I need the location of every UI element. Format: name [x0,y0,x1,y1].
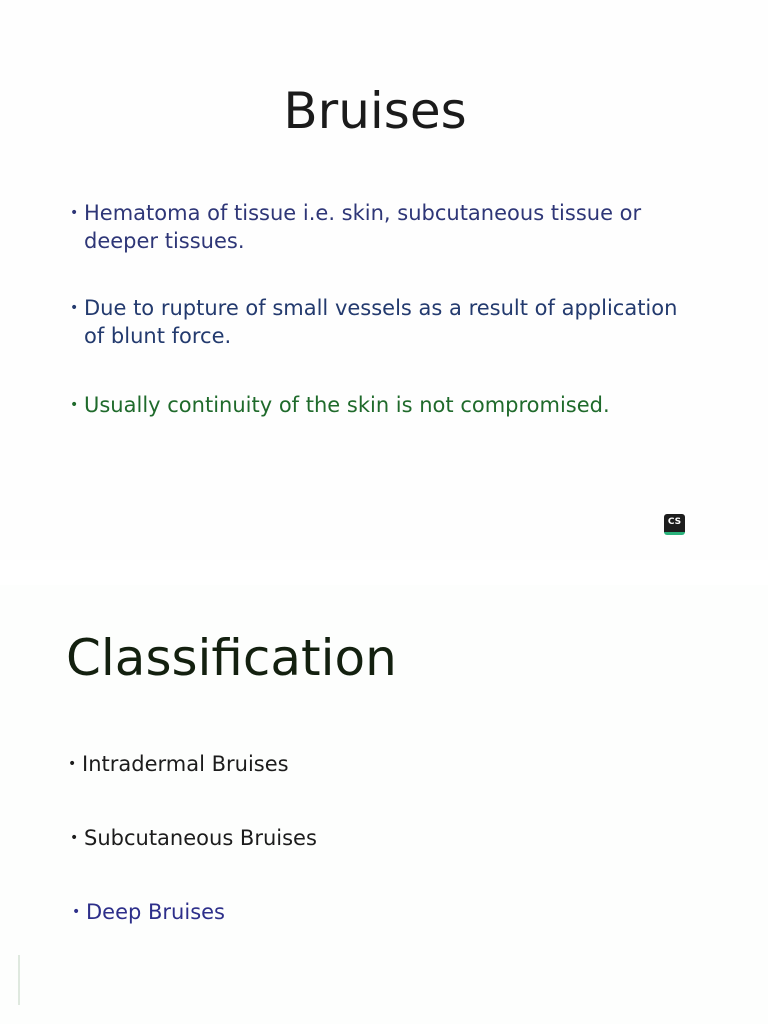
camscanner-icon: CS [664,514,685,535]
bullet-text: Hematoma of tissue i.e. skin, subcutaneous tissue or deeper tissues. [84,201,642,253]
bullet-text: Usually continuity of the skin is not compromised. [84,393,610,417]
bullet-dot: • [72,904,81,920]
bullet-text: Subcutaneous Bruises [84,826,317,850]
bullet-dot: • [70,205,79,221]
bullet-item [70,824,317,852]
bullet-item [70,199,680,255]
bullet-text: Intradermal Bruises [82,752,289,776]
bullet-dot: • [68,756,77,772]
bullet-item [68,750,289,778]
bullet-item [70,294,680,350]
bullet-dot: • [70,397,79,413]
bullet-text: Deep Bruises [86,900,226,924]
bullet-dot: • [70,830,79,846]
bullet-item [70,391,690,419]
bullet-dot: • [70,300,79,316]
scan-edge-line [18,955,20,1005]
slide-title: Classification [66,629,397,687]
slide-classification [0,585,768,1024]
bullet-item [72,898,225,926]
slide-title: Bruises [283,82,467,140]
bullet-text: Due to rupture of small vessels as a result of application of blunt force. [84,296,678,348]
